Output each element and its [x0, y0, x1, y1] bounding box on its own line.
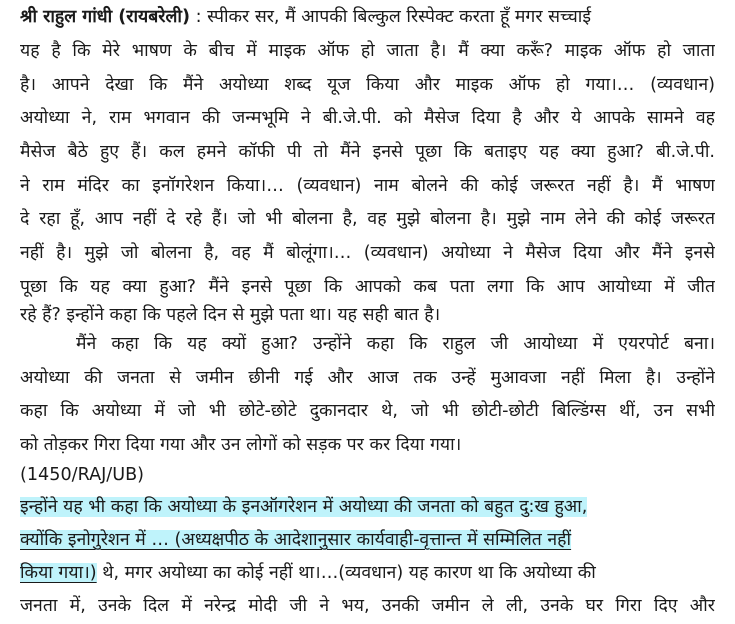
reference-code: (1450/RAJ/UB) — [20, 465, 145, 485]
text-line-13: कहा कि अयोध्या में जो भी छोटे-छोटे दुकानदार थे, जो भी छोटी-छोटी बिल्डिंग्स थीं, उन सभी — [20, 401, 715, 421]
speaker-name: श्री राहुल गांधी (रायबरेली) — [20, 7, 191, 27]
text-line-4: अयोध्या ने, राम भगवान की जन्मभूमि ने बी.जे.पी. को मैसेज दिया है और ये आपके सामने वह — [20, 108, 715, 128]
line-1-text: : स्पीकर सर, मैं आपकी बिल्कुल रिस्पेक्ट करता हूँ मगर सच्चाई — [190, 7, 592, 27]
text-line-17 — [20, 523, 715, 557]
text-line-19: जनता में, उनके दिल में नरेन्द्र मोदी जी ने भय, उनकी जमीन ले ली, उनके घर गिरा दिए और — [20, 596, 715, 616]
text-line-2: यह है कि मेरे भाषण के बीच में माइक ऑफ हो जाता है। मैं क्या करूँ? माइक ऑफ हो जाता — [20, 41, 715, 61]
text-line-8: नहीं है। मुझे जो बोलना है, वह मैं बोलूंगा।… (व्यवधान) अयोध्या ने मैसेज दिया और मैंने इनसे — [20, 243, 715, 263]
text-line-3: है। आपने देखा कि मैंने अयोध्या शब्द यूज किया और माइक ऑफ हो गया।… (व्यवधान) — [20, 75, 715, 95]
text-line-9: पूछा कि यह क्या हुआ? मैंने इनसे पूछा कि आपको कब पता लगा कि आप आयोध्या में जीत — [20, 277, 715, 297]
text-line-7: दे रहा हूँ, आप नहीं दे रहे हैं। जो भी बोलना है, वह मुझे बोलना है। मुझे नाम लेने की कोई जरूरत — [20, 209, 715, 229]
highlighted-text-1: इन्होंने यह भी कहा कि अयोध्या के इनऑगरेशन में अयोध्या की जनता को बहुत दु:ख हुआ, — [20, 497, 588, 517]
line-18-rest: थे, मगर अयोध्या का कोई नहीं था।…(व्यवधान) यह कारण था कि अयोध्या की — [96, 563, 596, 583]
text-line-12: अयोध्या की जनता से जमीन छीनी गई और आज तक उन्हें मुआवजा नहीं मिला है। उन्होंने — [20, 368, 715, 388]
highlighted-text-3: किया गया।) — [20, 563, 97, 583]
text-line-5: मैसेज बैठे हुए हैं। कल हमने कॉफी पी तो मैंने इनसे पूछा कि बताइए यह क्या हुआ? बी.जे.पी. — [20, 142, 715, 162]
text-line-11: मैंने कहा कि यह क्यों हुआ? उन्होंने कहा कि राहुल जी आयोध्या में एयरपोर्ट बना। — [76, 334, 715, 354]
text-line-6: ने राम मंदिर का इनॉगरेशन किया।… (व्यवधान) नाम बोलने की कोई जरूरत नहीं है। मैं भाषण — [20, 176, 715, 196]
text-line-16 — [20, 490, 715, 524]
text-line-10: रहे हैं? इन्होंने कहा कि पहले दिन से मुझे पता था। यह सही बात है। — [20, 305, 441, 325]
text-line-18 — [20, 556, 715, 590]
highlighted-text-2: क्योंकि इनोगुरेशन में … (अध्यक्षपीठ के आदेशानुसार कार्यवाही-वृत्तान्त में सम्मिलित नहीं — [20, 530, 572, 550]
text-line-1 — [20, 0, 715, 34]
text-line-14: को तोड़कर गिरा दिया गया और उन लोगों को सड़क पर कर दिया गया। — [20, 435, 462, 455]
